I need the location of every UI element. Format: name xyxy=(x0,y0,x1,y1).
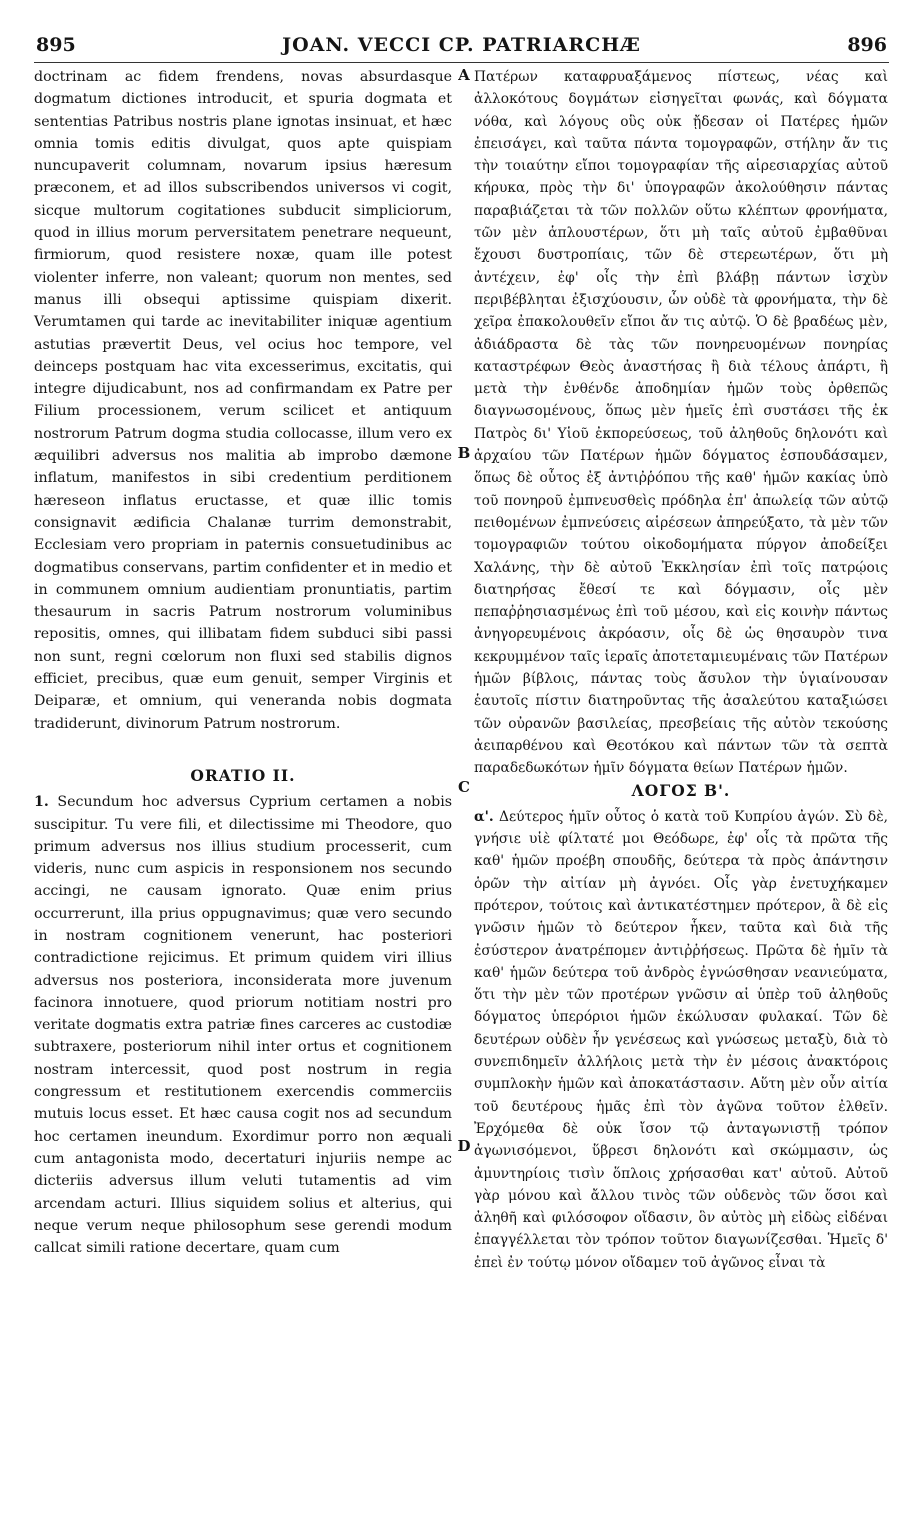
page-header xyxy=(34,34,889,63)
greek-paragraph-2-text: Δεύτερος ἡμῖν οὗτος ὁ κατὰ τοῦ Κυπρίου ἀγών. Σὺ δὲ, γνήσιε υἱὲ φίλτατέ μοι Θεόδωρε, ἐφ' οἷς τὰ πρῶτα τῆς καθ' ἡμῶν προέβη σπουδῆς, δεύτερα τὰ πρὸς ἀπάντησιν ὁρῶν τὴν αἰτίαν μὴ ἀγνόει. Οἷς γὰρ ἐνετυχήκαμεν πρότερον, τούτοις καὶ ἀντικατέστημεν πρότερον, ἃ δὲ εἰς γνῶσιν ἡμῶν τὸ δεύτερον ἧκεν, ταῦτα καὶ διὰ τῆς ἐσύστερον ἀνατρέπομεν ἀντιῤῥήσεως. Πρῶτα δὲ ἡμῖν τὰ καθ' ἡμῶν δεύτερα τοῦ ἀνδρὸς ἐγνώσθησαν νεανιεύματα, ὅτι τὴν μὲν τῶν προτέρων γνῶσιν αἱ ὑπὲρ τοῦ ἀληθοῦς δόγματος ὑπερόριοι ἡμῶν ἐκώλυσαν φυλακαί. Τῶν δὲ δευτέρων οὐδὲν ἦν γενέσεως καὶ γνώσεως μεταξὺ, διὰ τὸ συνεπιδημεῖν ἀλλήλοις μετὰ τὴν ἐν μέσοις ἀνακτόροις συμπλοκὴν ἡμῶν καὶ ἀποκατάστασιν. Αὕτη μὲν οὖν αἰτία τοῦ δευτέρους ἡμᾶς ἐπὶ τὸν ἀγῶνα τοῦτον ἐλθεῖν. Ἐρχόμεθα δὲ οὐκ ἴσον τῷ ἀνταγωνιστῇ τρόπον ἀγωνισόμενοι, ὕβρεσι δηλονότι καὶ σκώμμασιν, ὡς ἀμυντηρίοις τισὶν ὅπλοις χρήσασθαι κατ' αὐτοῦ. Αὐτοῦ γὰρ μόνου καὶ ἄλλου τινὸς τῶν οὐδενὸς τῶν ὅσοι καὶ ἀληθῆ καὶ φιλόσοφον οἴδασιν, ὃν αὐτὸς μὴ εἰδὼς εἰδέναι ἐπαγγέλλεται τὸν τρόπον τοῦτον διαγωνίζεσθαι. Ἡμεῖς δ' ἐπεὶ ἐν τούτῳ μόνον οἴδαμεν τοῦ ἀγῶνος εἶναι τὰ xyxy=(474,808,889,1271)
margin-marker-d: D xyxy=(457,1137,471,1155)
latin-paragraph-1: doctrinam ac fidem frendens, novas absurdasque dogmatum dictiones introducit, et spuria dogmata et sententias Patribus nostris plane ignotas insinuat, et hæc omnia tomis editis divulgat, quos apte quispiam nuncupaverit columnam, novarum ipsius hæresum præconem, et ad illos subscribendos universos vi cogit, sicque multorum cogitationes subducit simpliciorum, quod in illius morum perversitatem penetrare nequeunt, firmiorum, quod resistere noxæ, quam ille potest violenter inferre, non valeant; quorum non mentes, sed manus illi obsequi aptissime quispiam dixerit. Verumtamen qui tarde ac inevitabiliter iniquæ agentium astutias prævertit Deus, vel ocius hoc tempore, vel deinceps postquam hac vita excesserimus, excitatis, qui integre dijudicabunt, nos ad confirmandam ex Patre per Filium processionem, verum scilicet et antiquum nostrorum Patrum dogma studia collocasse, illum vero ex æquilibri adversus nos malitia ab improbo dæmone inflatum, manifestos in sibi credentium perditionem hæreseon inflatus eructasse, et quæ illic tomis consignavit ædificia Chalanæ turrim demonstrabit, Ecclesiam vero propriam in paternis consuetudinibus ac dogmatibus conservans, partim confidenter et in medio et in communem omnium audientiam pronuntiatis, partim thesaurum in sacris Patrum nostrorum voluminibus repositis, omnes, qui illibatam fidem subduci sibi passi non sunt, regni cœlorum non fluxi sed stabilis dignos efficiet, precibus, quæ eum genuit, semper Virginis et Deiparæ, et omnium, qui veneranda nobis dogmata tradiderunt, divinorum Patrum nostrorum. xyxy=(34,69,452,732)
page-number-right: 896 xyxy=(847,34,887,56)
latin-column xyxy=(34,66,452,1259)
latin-paragraph-2-text: Secundum hoc adversus Cyprium certamen a nobis suscipitur. Tu vere fili, et dilectissime mi Theodore, quo primum adversus nos illius studium processerit, cum videris, nunc cum aspicis in responsionem nos secundo accingi, ne causam ignorato. Quæ enim prius occurrerunt, illa prius oppugnavimus; quæ vero secundo in nostram cognitionem venerunt, hac posteriori contradictione rejicimus. Et primum quidem viri illius adversus nos posteriora, inconsiderata more juvenum facinora innotuere, quod priorum notitiam nostri pro veritate dogmatis extra patriæ fines carceres ac custodiæ subtraxere, posteriorum nihil inter ortus et cognitionem nostram intercessit, quod post nostrum in regia congressum et restitutionem exercendis commerciis mutuis locus esset. Et hæc causa cogit nos ad secundum hoc certamen ineundum. Exordimur porro non æquali cum antagonista modo, decertaturi injuriis nempe ac dicteriis adversus illum veluti tutamentis ad vim arcendam acturi. Illius siquidem solius et alterius, qui neque verum neque philosophum sese gerendi modum callcat simili ratione decertare, quam cum xyxy=(34,794,453,1257)
latin-paragraph-2 xyxy=(34,791,452,1259)
greek-paragraph-2 xyxy=(474,806,888,1274)
running-title: JOAN. VECCI CP. PATRIARCHÆ xyxy=(282,34,641,56)
page-number-left: 895 xyxy=(36,34,76,56)
margin-marker-a: A xyxy=(458,66,470,84)
greek-paragraph-1: Πατέρων καταφρυαξάμενος πίστεως, νέας καὶ ἀλλοκότους δογμάτων εἰσηγεῖται φωνάς, καὶ δόγματα νόθα, καὶ λόγους οὓς οὐκ ᾔδεσαν οἱ Πατέρες ἡμῶν ἐπεισάγει, καὶ ταῦτα πάντα τομογραφῶν, στήλην ἄν τις τὴν τοιαύτην εἴποι τομογραφίαν τῆς αἱρεσιαρχίας αὐτοῦ κήρυκα, πρὸς τὴν δι' ὑπογραφῶν ἀκολούθησιν πάντας παραβιάζεται τὰ τῶν πολλῶν οὕτω κλέπτων φρονήματα, τῶν μὲν ἁπλουστέρων, ὅτι μὴ ταῖς αὐτοῦ ἐμβαθῦναι ἔχουσι δυστροπίαις, τῶν δὲ στερεωτέρων, ὅτι μὴ ἀντέχειν, ἐφ' οἷς τὴν ἐπὶ βλάβῃ πάντων ἰσχὺν περιβέβληται ἐξισχύουσιν, ὧν οὐδὲ τὰ φρονήματα, τὴν δὲ χεῖρα ἐπακολουθεῖν εἴποι ἄν τις αὐτῷ. Ὁ δὲ βραδέως μὲν, ἀδιάδραστα δὲ τὰς τῶν πονηρευομένων πονηρίας καταστρέφων Θεὸς ἀναστήσας ἢ διὰ τέλους ἀπάρτι, ἢ μετὰ τὴν ἐνθένδε ἀποδημίαν ἡμῶν τοὺς ὀρθεπῶς διαγνωσομένους, ὅπως μὲν ἡμεῖς ἐπὶ συστάσει τῆς ἐκ Πατρὸς δι' Υἱοῦ ἐκπορεύσεως, τοῦ ἀληθοῦς δηλονότι καὶ ἀρχαίου τῶν Πατέρων ἡμῶν δόγματος ἐσπουδάσαμεν, ὅπως δὲ οὗτος ἐξ ἀντιῤῥόπου τῆς καθ' ἡμῶν κακίας ὑπὸ τοῦ πονηροῦ ἐμπνευσθεὶς πρόδηλα ἐπ' ἀπωλείᾳ τῶν αὐτῷ πειθομένων ἐμπνεύσεις αἱρέσεων ἀπηρεύξατο, τὰ μὲν τῶν τομογραφιῶν τούτου οἰκοδομήματα πύργον ἀποδείξει Χαλάνης, τὴν δὲ αὐτοῦ Ἐκκλησίαν ἐπὶ τοῖς πατρῴοις διατηρήσας ἔθεσί τε καὶ δόγμασιν, οἷς μὲν πεπαῤῥησιασμένως ἐπὶ τοῦ μέσου, καὶ εἰς κοινὴν πάντως ἀνηγορευμένοις ἀκρόασιν, οἷς δὲ ὡς θησαυρὸν τινα κεκρυμμένον ταῖς ἱεραῖς ἀποτεταμιευμέναις τῶν Πατέρων ἡμῶν βίβλοις, πάντας τοὺς ἄσυλον τὴν ὑγιαίνουσαν ἑαυτοῖς πίστιν διατηροῦντας τῆς ἀσαλεύτου καταξιώσει τῶν οὐρανῶν βασιλείας, πρεσβείαις τῆς αὐτὸν τεκούσης ἀειπαρθένου καὶ Θεοτόκου καὶ πάντων τῶν τὰ σεπτὰ παραδεδωκότων ἡμῖν δόγματα θείων Πατέρων ἡμῶν. xyxy=(474,69,888,777)
margin-marker-b: B xyxy=(457,444,471,462)
greek-section-heading: ΛΟΓΟΣ Β'. xyxy=(631,780,731,800)
latin-section-heading: ORATIO II. xyxy=(190,765,296,785)
latin-paragraph-number: 1. xyxy=(34,794,49,811)
margin-marker-c: C xyxy=(458,778,470,796)
greek-column xyxy=(474,66,888,1274)
greek-paragraph-number: α'. xyxy=(474,808,494,825)
